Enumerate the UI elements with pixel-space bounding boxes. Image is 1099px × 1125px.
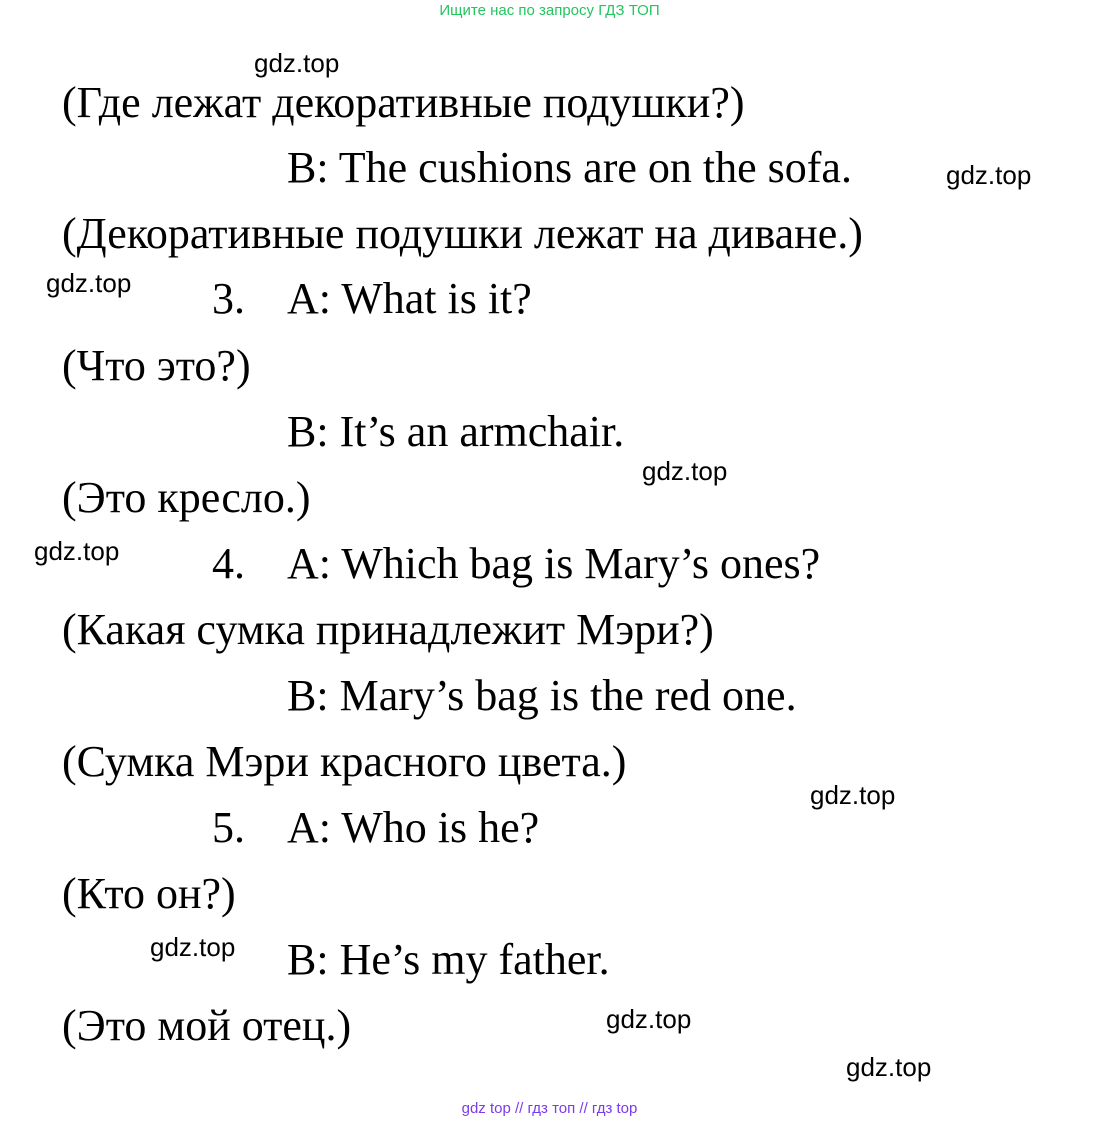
item-number: 3.: [212, 274, 245, 323]
watermark: gdz.top: [846, 1052, 932, 1082]
question-text: A: Which bag is Mary’s ones?: [287, 539, 821, 588]
answer-line: B: He’s my father.: [287, 935, 610, 984]
answer-line: B: It’s an armchair.: [287, 407, 625, 456]
watermark: gdz.top: [810, 780, 896, 810]
item-number: 5.: [212, 803, 245, 852]
translation-line: (Где лежат декоративные подушки?): [62, 78, 745, 127]
top-banner: Ищите нас по запросу ГДЗ ТОП: [439, 2, 660, 19]
watermark: gdz.top: [46, 268, 132, 298]
question-line: [212, 803, 539, 853]
translation-line: (Декоративные подушки лежат на диване.): [62, 209, 863, 258]
question-text: A: What is it?: [287, 274, 532, 323]
watermark: gdz.top: [606, 1004, 692, 1034]
answer-line: B: Mary’s bag is the red one.: [287, 671, 797, 720]
question-line: [212, 274, 532, 324]
watermark: gdz.top: [34, 536, 120, 566]
translation-line: (Сумка Мэри красного цвета.): [62, 737, 627, 786]
watermark: gdz.top: [946, 160, 1032, 190]
translation-line: (Какая сумка принадлежит Мэри?): [62, 605, 714, 654]
watermark: gdz.top: [150, 932, 236, 962]
translation-line: (Это мой отец.): [62, 1001, 352, 1050]
watermark: gdz.top: [642, 456, 728, 486]
translation-line: (Что это?): [62, 341, 251, 390]
question-line: [212, 539, 820, 589]
translation-line: (Кто он?): [62, 869, 236, 918]
watermark: gdz.top: [254, 48, 340, 78]
translation-line: (Это кресло.): [62, 473, 311, 522]
item-number: 4.: [212, 539, 245, 588]
answer-line: B: The cushions are on the sofa.: [287, 143, 852, 192]
question-text: A: Who is he?: [287, 803, 540, 852]
bottom-banner: gdz top // гдз топ // гдз top: [461, 1100, 638, 1117]
